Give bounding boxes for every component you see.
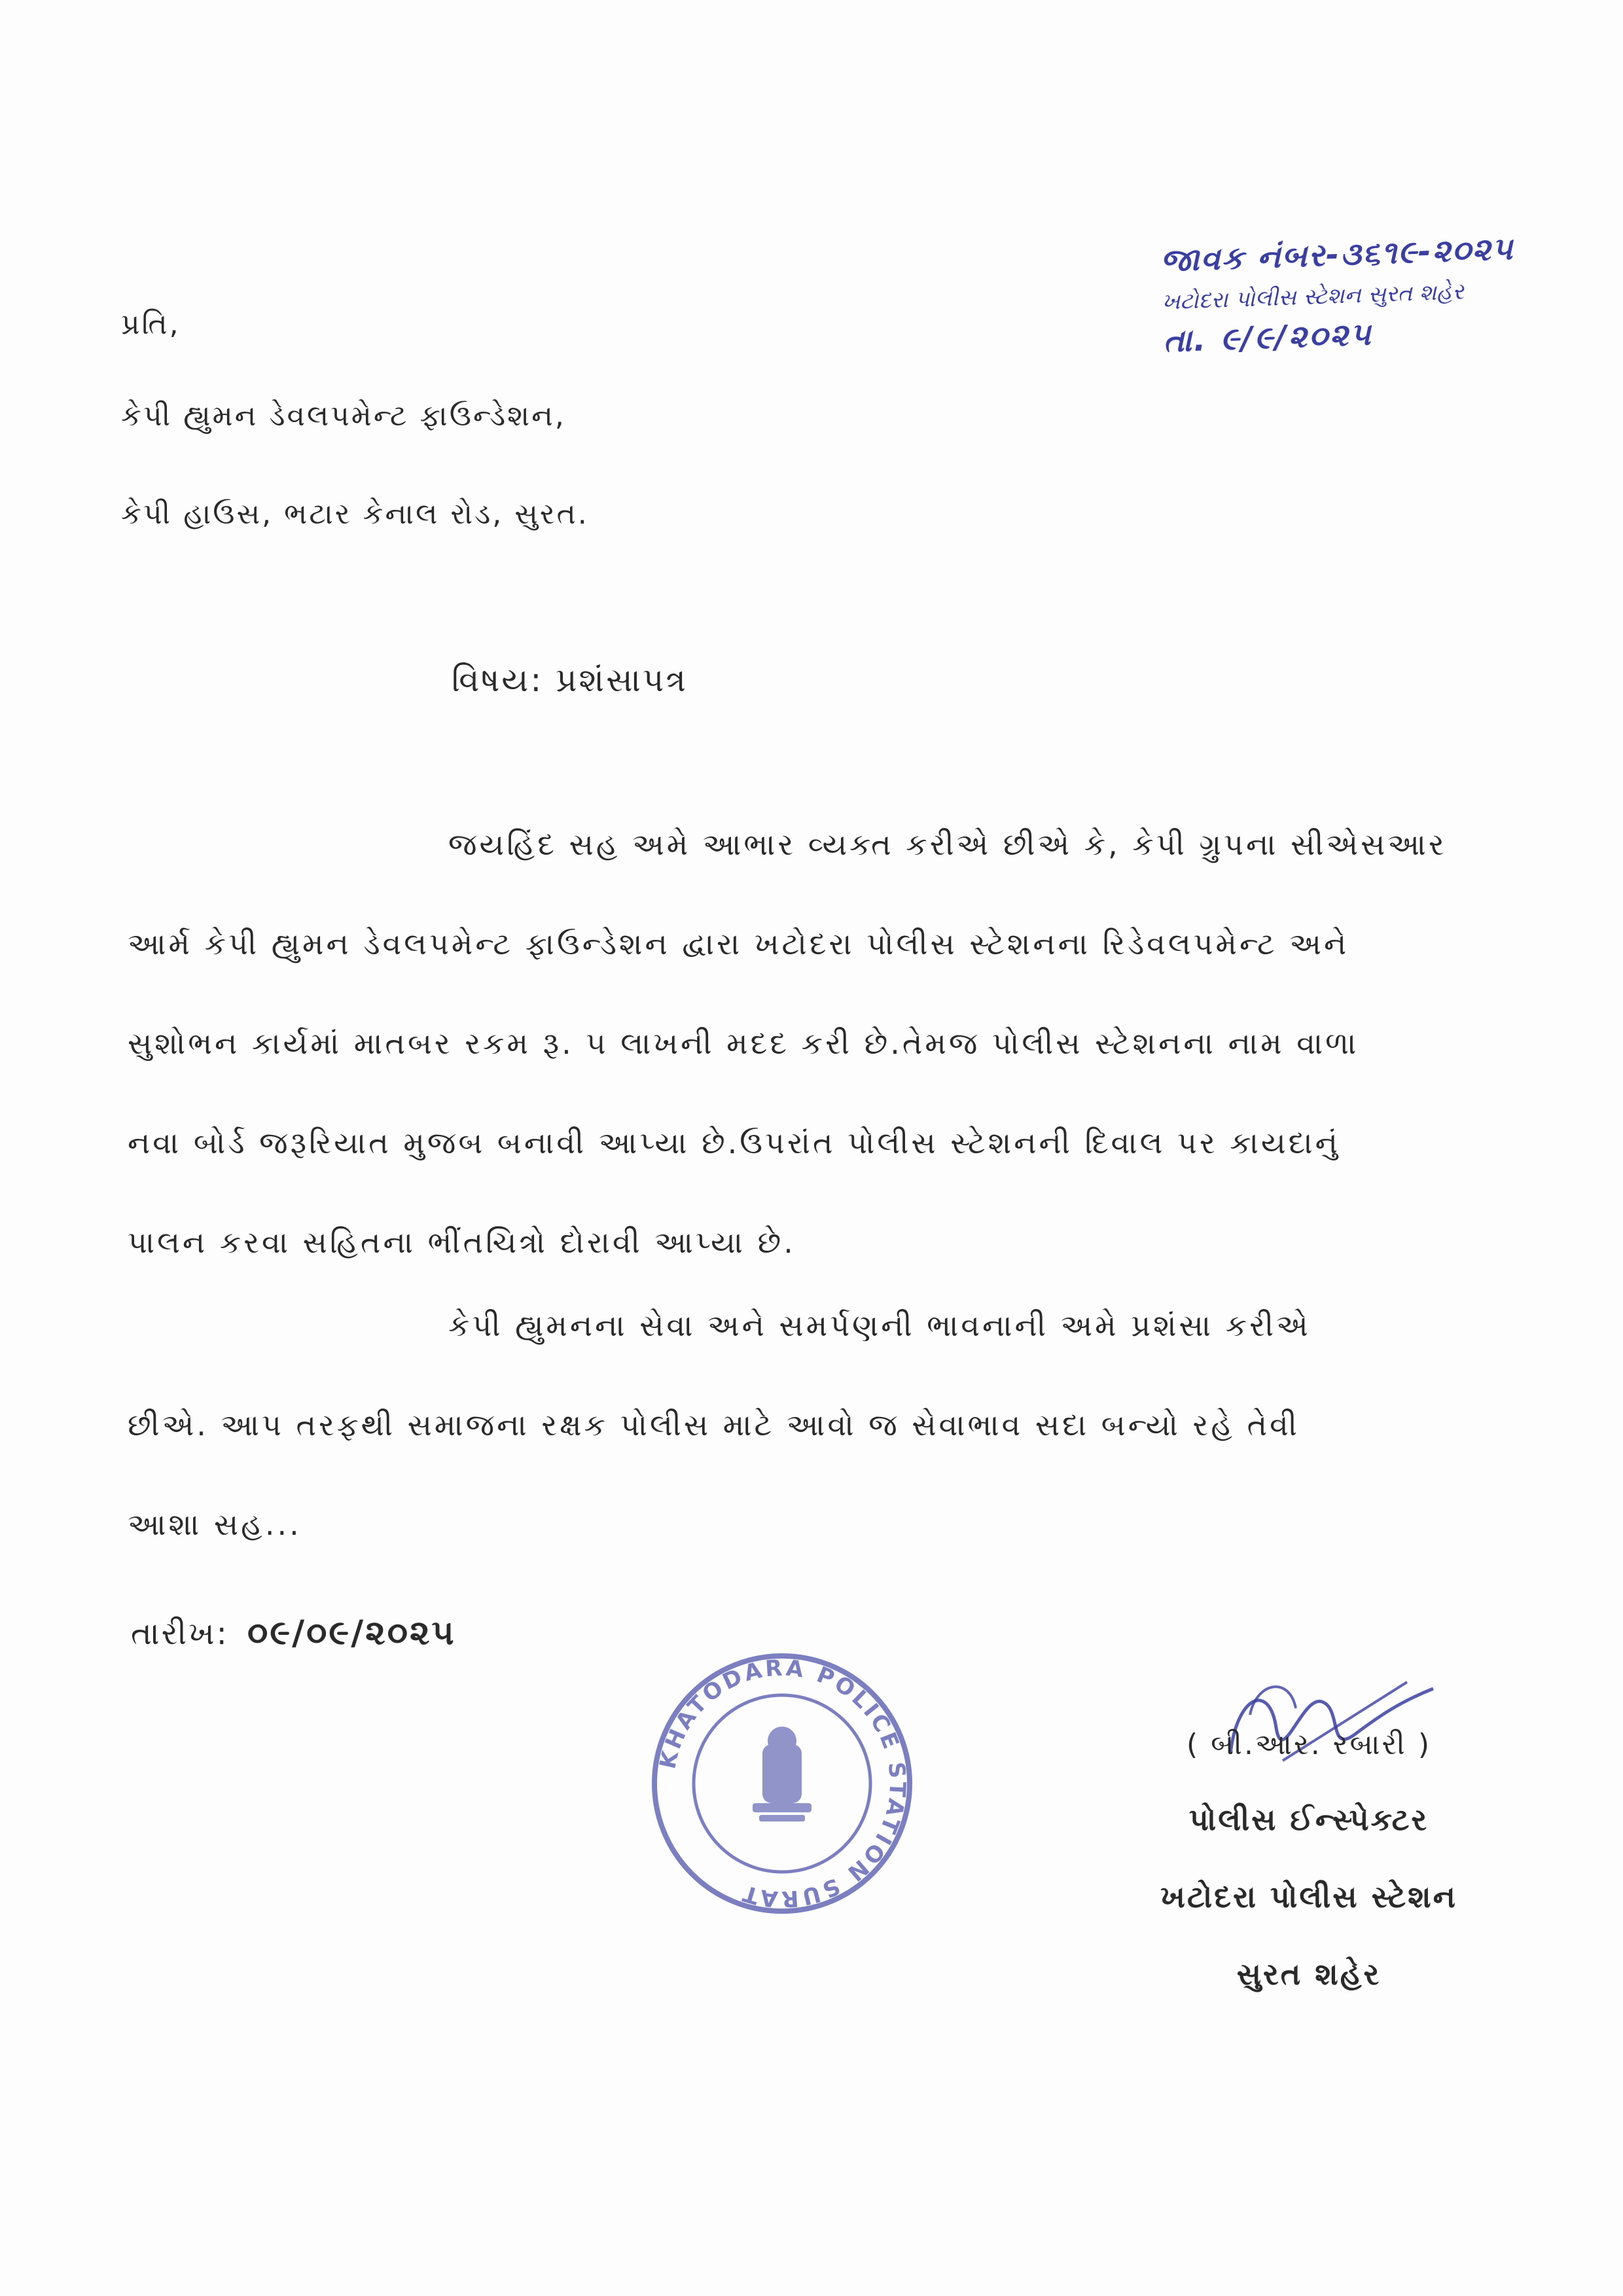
date-label: તારીખ: xyxy=(131,1615,229,1652)
date-value: ૦૯/૦૯/૨૦૨૫ xyxy=(247,1613,456,1653)
signatory-name: ( બી.આર. રબારી ) xyxy=(1186,1728,1432,1761)
paragraph-1-line: આર્મ કેપી હ્યુમન ડેવલપમેન્ટ ફાઉન્ડેશન દ્વારા ખટોદરા પોલીસ સ્ટેશનના રિડેવલપમેન્ટ અને xyxy=(128,926,1349,961)
paragraph-1 xyxy=(128,818,1489,1316)
paragraph-2 xyxy=(128,1299,1489,1598)
inward-stamp xyxy=(1160,228,1563,360)
paragraph-1-line: જયહિંદ સહ અમે આભાર વ્યક્ત કરીએ છીએ કે, કેપી ગ્રુપના સીએસઆર xyxy=(448,827,1447,862)
paragraph-1-line: સુશોભન કાર્યમાં માતબર રકમ રૂ. ૫ લાખની મદદ કરી છે.તેમજ પોલીસ સ્ટેશનના નામ વાળા xyxy=(128,1026,1359,1061)
inward-office: ખટોદરા પોલીસ સ્ટેશન સુરત શહેર xyxy=(1161,278,1465,315)
salutation: પ્રતિ, xyxy=(121,308,181,341)
paragraph-2-line: છીએ. આપ તરફથી સમાજના રક્ષક પોલીસ માટે આવો જ સેવાભાવ સદા બન્યો રહે તેવી xyxy=(128,1407,1300,1443)
paragraph-2-line: કેપી હ્યુમનના સેવા અને સમર્પણની ભાવનાની અમે પ્રશંસા કરીએ xyxy=(448,1308,1311,1343)
signature-scribble-icon xyxy=(1191,1656,1440,1787)
seal-text: KHATODARA POLICE STATION SURAT xyxy=(654,1655,911,1912)
police-seal xyxy=(645,1646,919,1921)
subject-line: વિષય: પ્રશંસાપત્ર xyxy=(452,661,688,699)
signatory-city: સુરત શહેર xyxy=(1236,1956,1382,1992)
signatory-station: ખટોદરા પોલીસ સ્ટેશન xyxy=(1160,1879,1457,1914)
paragraph-1-line: નવા બોર્ડ જરૂરિયાત મુજબ બનાવી આપ્યા છે.ઉપરાંત પોલીસ સ્ટેશનની દિવાલ પર કાયદાનું xyxy=(128,1125,1340,1160)
signatory-designation: પોલીસ ઈન્સ્પેક્ટર xyxy=(1188,1802,1429,1837)
emblem-icon xyxy=(753,1727,812,1821)
addressee-line-2: કેપી હાઉસ, ભટાર કેનાલ રોડ, સુરત. xyxy=(121,497,589,531)
inward-number: જાવક નંબર-૩૬૧૯-૨૦૨૫ xyxy=(1160,230,1515,279)
addressee-line-1: કેપી હ્યુમન ડેવલપમેન્ટ ફાઉન્ડેશન, xyxy=(121,399,566,433)
date-line xyxy=(131,1613,456,1653)
inward-date: તા. ૯/૯/૨૦૨૫ xyxy=(1162,315,1374,360)
paragraph-1-line: પાલન કરવા સહિતના ભીંતચિત્રો દોરાવી આપ્યા છે. xyxy=(128,1225,796,1260)
signature-block xyxy=(1106,1728,1512,1993)
paragraph-2-line: આશા સહ... xyxy=(128,1507,302,1542)
